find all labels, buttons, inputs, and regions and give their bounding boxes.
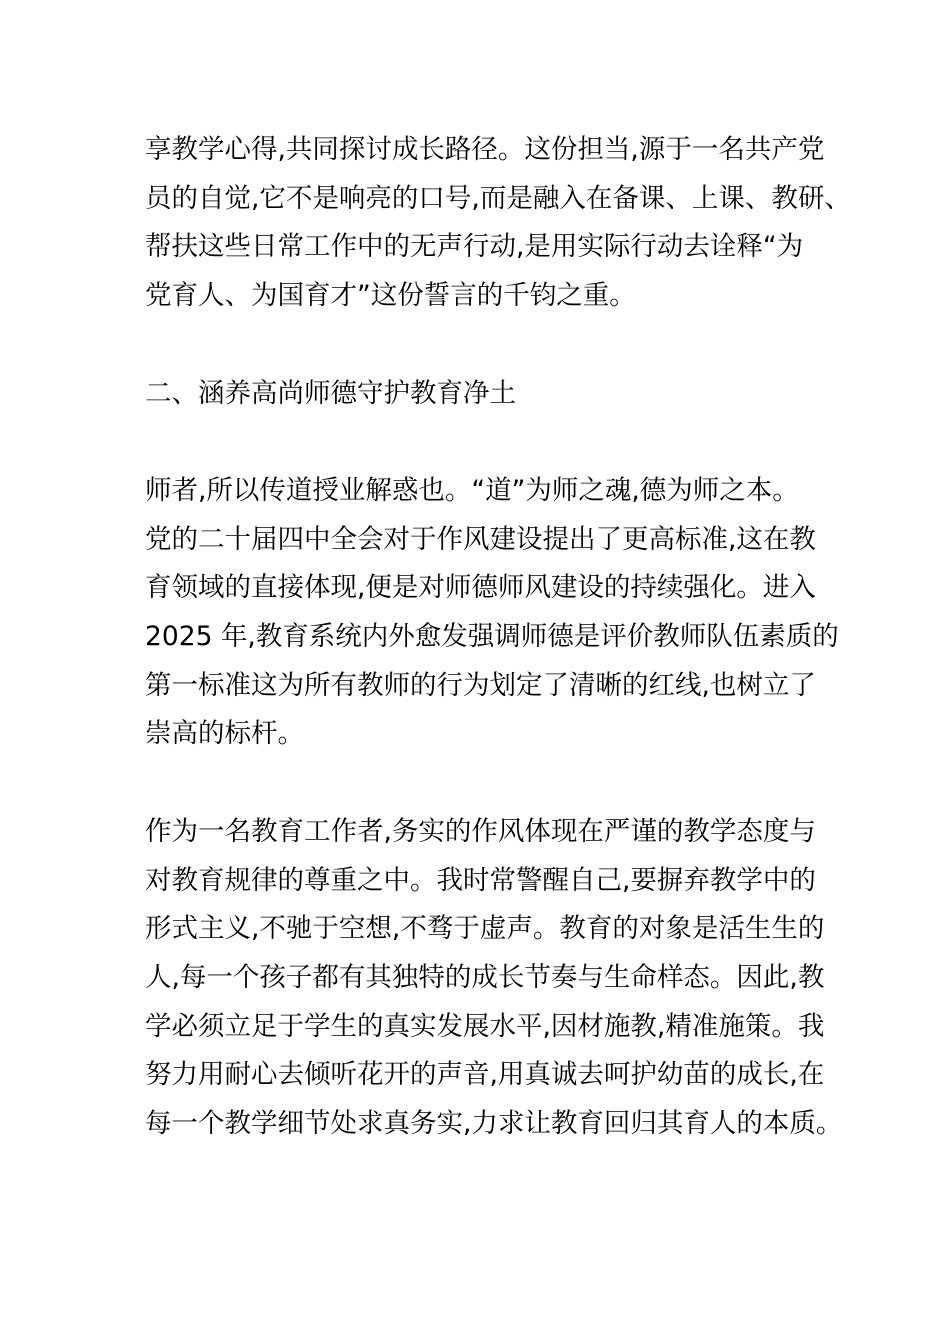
paragraph-practical-style bbox=[145, 808, 843, 1149]
paragraph-party-duty bbox=[145, 126, 851, 321]
text-line: 2025 年,教育系统内外愈发强调师德是评价教师队伍素质的 bbox=[145, 621, 839, 652]
text-line: 作为一名教育工作者,务实的作风体现在严谨的教学态度与 bbox=[145, 815, 816, 847]
text-line: 每一个教学细节处求真务实,力求让教育回归其育人的本质。 bbox=[145, 1108, 843, 1140]
text-line: 育领域的直接体现,便是对师德师风建设的持续强化。进入 bbox=[145, 572, 816, 604]
paragraph-spacer bbox=[145, 418, 815, 467]
paragraph-teacher-ethics bbox=[145, 467, 839, 759]
text-line: 人,每一个孩子都有其独特的成长节奏与生命样态。因此,教 bbox=[145, 961, 825, 993]
text-line: 努力用耐心去倾听花开的声音,用真诚去呵护幼苗的成长,在 bbox=[145, 1059, 825, 1091]
text-line: 党的二十届四中全会对于作风建设提出了更高标准,这在教 bbox=[145, 523, 816, 555]
text-line: 员的自觉,它不是响亮的口号,而是融入在备课、上课、教研、 bbox=[145, 182, 851, 214]
text-line: 对教育规律的尊重之中。我时常警醒自己,要摒弃教学中的 bbox=[145, 864, 816, 896]
text-line: 党育人、为国育才”这份誓言的千钧之重。 bbox=[145, 280, 636, 312]
text-line: 享教学心得,共同探讨成长路径。这份担当,源于一名共产党 bbox=[145, 134, 825, 165]
text-line: 帮扶这些日常工作中的无声行动,是用实际行动去诠释“为 bbox=[145, 231, 804, 263]
section-heading: 二、涵养高尚师德守护教育净土 bbox=[145, 377, 516, 409]
text-line: 形式主义,不驰于空想,不骛于虚声。教育的对象是活生生的 bbox=[145, 913, 825, 945]
paragraph-spacer bbox=[145, 321, 815, 370]
text-line: 学必须立足于学生的真实发展水平,因材施教,精准施策。我 bbox=[145, 1010, 825, 1042]
text-line: 师者,所以传道授业解惑也。“道”为师之魂,德为师之本。 bbox=[145, 474, 799, 506]
text-line: 第一标准这为所有教师的行为划定了清晰的红线,也树立了 bbox=[145, 669, 816, 701]
document-page bbox=[145, 126, 851, 1149]
paragraph-spacer bbox=[145, 759, 815, 808]
text-line: 崇高的标杆。 bbox=[145, 718, 304, 750]
